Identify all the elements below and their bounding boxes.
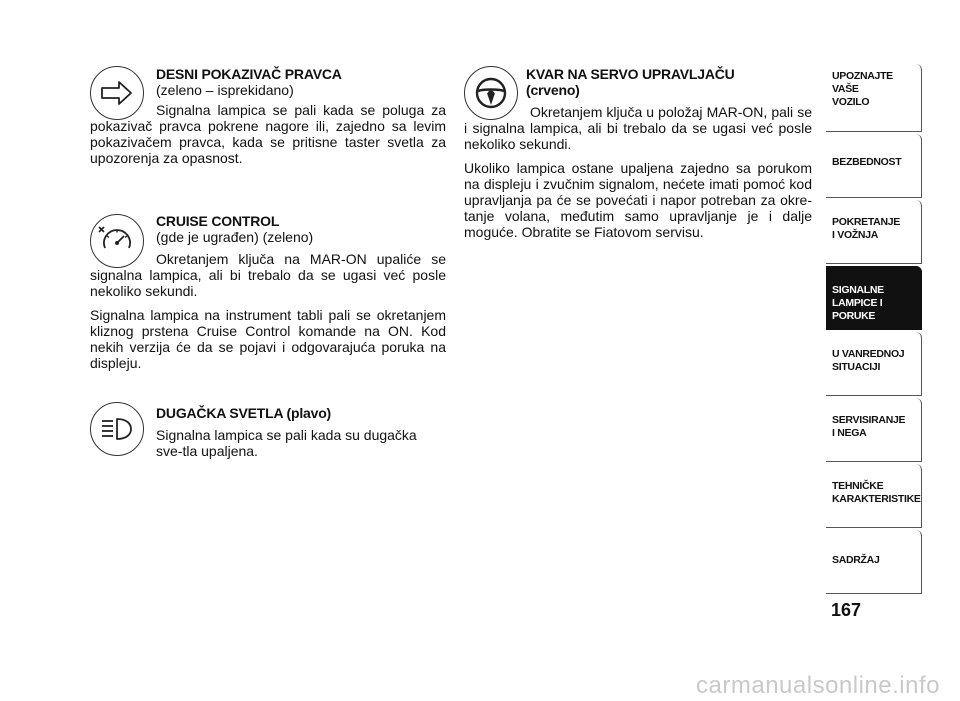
page-number: 167 — [830, 600, 862, 620]
tab-label: SIGNALNE LAMPICE I PORUKE — [832, 284, 884, 322]
watermark: carmanualsonline.info — [696, 672, 940, 699]
steering-fault-text-2: Ukoliko lampica ostane upaljena zajedno sa porukom na displeju i zvučnim signalom, nećete imati pomoć kod upravljanja pa će se povećati i napor potreban za okre-tanje volana, međutim samo upravljanje je i dalje moguće. Obratite se Fiatovom servisu. — [464, 160, 812, 240]
tab-bezbednost[interactable] — [826, 134, 922, 198]
cruise-control-text-2: Signalna lampica na instrument tabli pali se okretanjem kliznog prstena Cruise Control komande na ON. Kod nekih verzija će da se pojavi i odgovarajuća poruka na displeju. — [90, 307, 446, 371]
turn-signal-title: DESNI POKAZIVAČ PRAVCA — [156, 66, 342, 82]
tab-tehnicke-karakteristike[interactable] — [826, 464, 922, 528]
tab-signalne-lampice-i-poruke[interactable] — [826, 266, 922, 330]
high-beam-text: Signalna lampica se pali kada su dugačka sve-tla upaljena. — [156, 427, 417, 459]
tab-pokretanje-i-voznja[interactable] — [826, 200, 922, 264]
high-beam-title: DUGAČKA SVETLA (plavo) — [156, 405, 332, 421]
steering-fault-text-1: Okretanjem ključa u položaj MAR-ON, pali se i signalna lampica, ali bi trebalo da se ugasi već posle nekoliko sekundi. — [464, 104, 812, 152]
tab-upoznajte-vase-vozilo[interactable] — [826, 64, 922, 132]
tab-servisiranje-i-nega[interactable] — [826, 398, 922, 462]
tab-label: POKRETANJE I VOŽNJA — [832, 216, 900, 241]
cruise-control-title: CRUISE CONTROL — [156, 213, 280, 229]
tab-label: BEZBEDNOST — [832, 156, 902, 168]
chapter-index-sidebar — [826, 64, 922, 596]
tab-label: SADRŽAJ — [832, 554, 880, 566]
tab-u-vanrednoj-situaciji[interactable] — [826, 332, 922, 396]
tab-label: SERVISIRANJE I NEGA — [832, 414, 906, 439]
turn-signal-section — [90, 66, 446, 174]
turn-signal-subtitle: (zeleno – isprekidano) — [156, 82, 294, 98]
tab-label: UPOZNAJTE VAŠE VOZILO — [832, 70, 893, 108]
tab-sadrzaj[interactable] — [826, 530, 922, 594]
steering-fault-color: (crveno) — [526, 82, 580, 98]
cruise-control-subtitle: (gde je ugrađen) (zeleno) — [156, 229, 314, 245]
high-beam-section — [90, 405, 446, 467]
steering-fault-section — [464, 66, 812, 248]
tab-label: U VANREDNOJ SITUACIJI — [832, 348, 905, 373]
steering-fault-title: KVAR NA SERVO UPRAVLJAČU — [526, 66, 735, 82]
turn-signal-text: Signalna lampica se pali kada se poluga za pokazivač pravca pokrene nagore ili, zajedno sa levim pokazivačem pravca, kada se pritisne taster svetla za upozorenja za opasnost. — [90, 102, 446, 166]
tab-label: TEHNIČKE KARAKTERISTIKE — [832, 480, 921, 505]
cruise-control-text-1: Okretanjem ključa na MAR-ON upaliće se signalna lampica, ali bi trebalo da se ugasi već posle nekoliko sekundi. — [90, 251, 446, 299]
cruise-control-section — [90, 213, 446, 379]
